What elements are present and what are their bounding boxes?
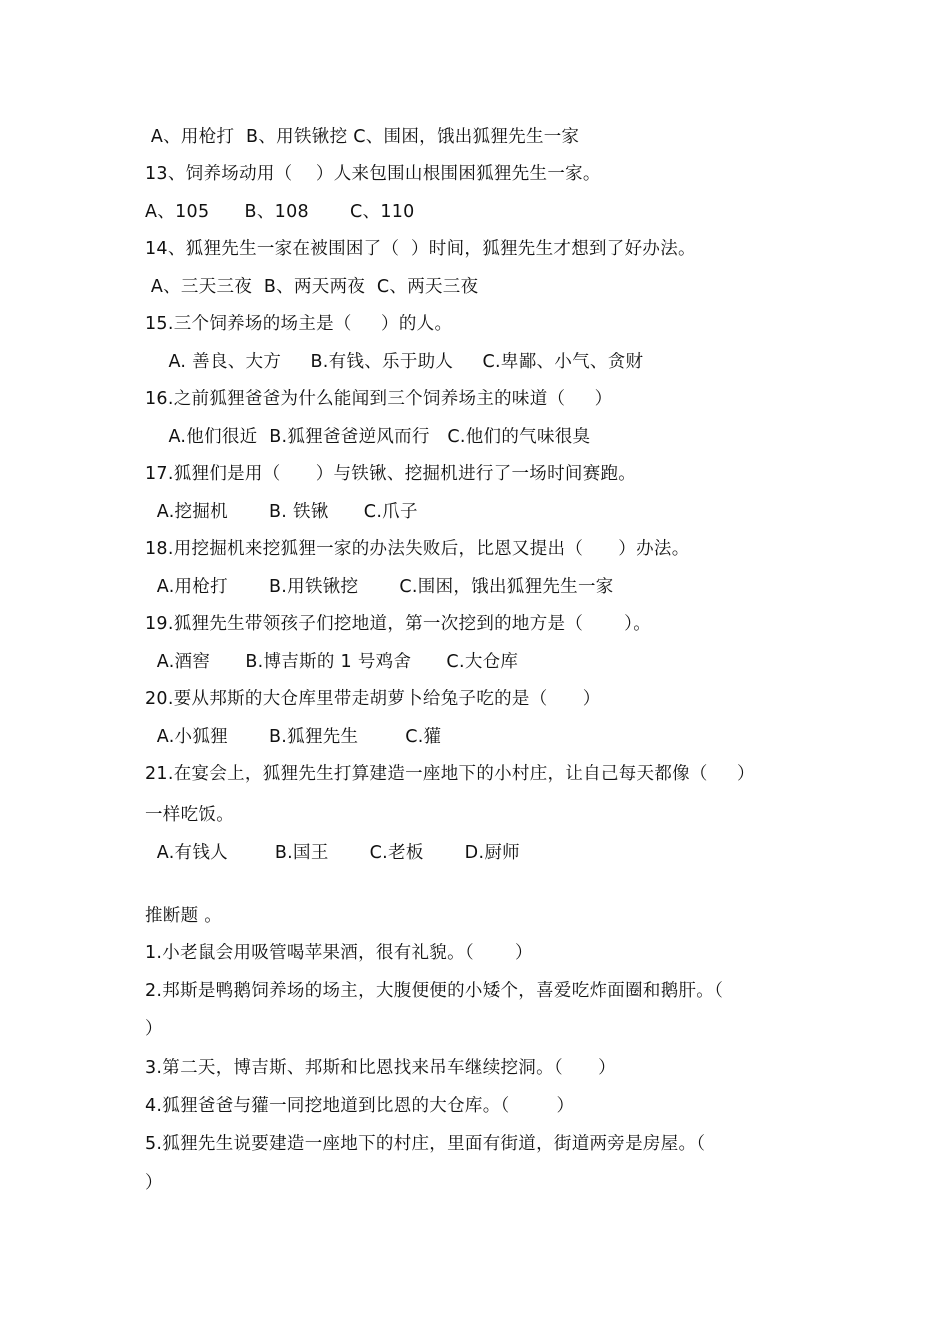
q19-options: A.酒窖 B.博吉斯的 1 号鸡舍 C.大仓库	[145, 652, 519, 672]
q19-text: 19.狐狸先生带领孩子们挖地道，第一次挖到的地方是（ ）。	[145, 614, 652, 634]
q12-options: A、用枪打 B、用铁锹挖 C、围困，饿出狐狸先生一家	[145, 127, 580, 147]
q17-options: A.挖掘机 B. 铁锹 C.爪子	[145, 502, 418, 522]
q18-options: A.用枪打 B.用铁锹挖 C.围困，饿出狐狸先生一家	[145, 577, 614, 597]
q21-text-continued: 一样吃饭。	[145, 805, 234, 825]
q21-text: 21.在宴会上，狐狸先生打算建造一座地下的小村庄，让自己每天都像（ ）	[145, 764, 755, 784]
q16-options: A.他们很近 B.狐狸爸爸逆风而行 C.他们的气味很臭	[145, 427, 591, 447]
judgement-item-2-bracket: ）	[145, 1019, 163, 1039]
judgement-item-2: 2.邦斯是鸭鹅饲养场的场主，大腹便便的小矮个，喜爱吃炸面圈和鹅肝。（	[145, 981, 724, 1001]
q13-text: 13、饲养场动用（ ）人来包围山根围困狐狸先生一家。	[145, 164, 601, 184]
section-title-judgement: 推断题 。	[145, 906, 223, 926]
q14-options: A、三天三夜 B、两天两夜 C、两天三夜	[145, 277, 479, 297]
q15-options: A. 善良、大方 B.有钱、乐于助人 C.卑鄙、小气、贪财	[145, 352, 644, 372]
q15-text: 15.三个饲养场的场主是（ ）的人。	[145, 314, 453, 334]
judgement-item-1: 1.小老鼠会用吸管喝苹果酒，很有礼貌。（ ）	[145, 943, 533, 963]
q21-options: A.有钱人 B.国王 C.老板 D.厨师	[145, 843, 520, 863]
q13-options: A、105 B、108 C、110	[145, 202, 415, 222]
q16-text: 16.之前狐狸爸爸为什么能闻到三个饲养场主的味道（ ）	[145, 389, 613, 409]
judgement-item-3: 3.第二天，博吉斯、邦斯和比恩找来吊车继续挖洞。（ ）	[145, 1058, 616, 1078]
judgement-item-5-bracket: ）	[145, 1173, 163, 1193]
judgement-item-5: 5.狐狸先生说要建造一座地下的村庄，里面有街道，街道两旁是房屋。（	[145, 1134, 706, 1154]
q20-text: 20.要从邦斯的大仓库里带走胡萝卜给兔子吃的是（ ）	[145, 689, 601, 709]
judgement-item-4: 4.狐狸爸爸与獾一同挖地道到比恩的大仓库。（ ）	[145, 1096, 575, 1116]
q14-text: 14、狐狸先生一家在被围困了（ ）时间，狐狸先生才想到了好办法。	[145, 239, 696, 259]
q18-text: 18.用挖掘机来挖狐狸一家的办法失败后，比恩又提出（ ）办法。	[145, 539, 690, 559]
q20-options: A.小狐狸 B.狐狸先生 C.獾	[145, 727, 442, 747]
q17-text: 17.狐狸们是用（ ）与铁锹、挖掘机进行了一场时间赛跑。	[145, 464, 637, 484]
